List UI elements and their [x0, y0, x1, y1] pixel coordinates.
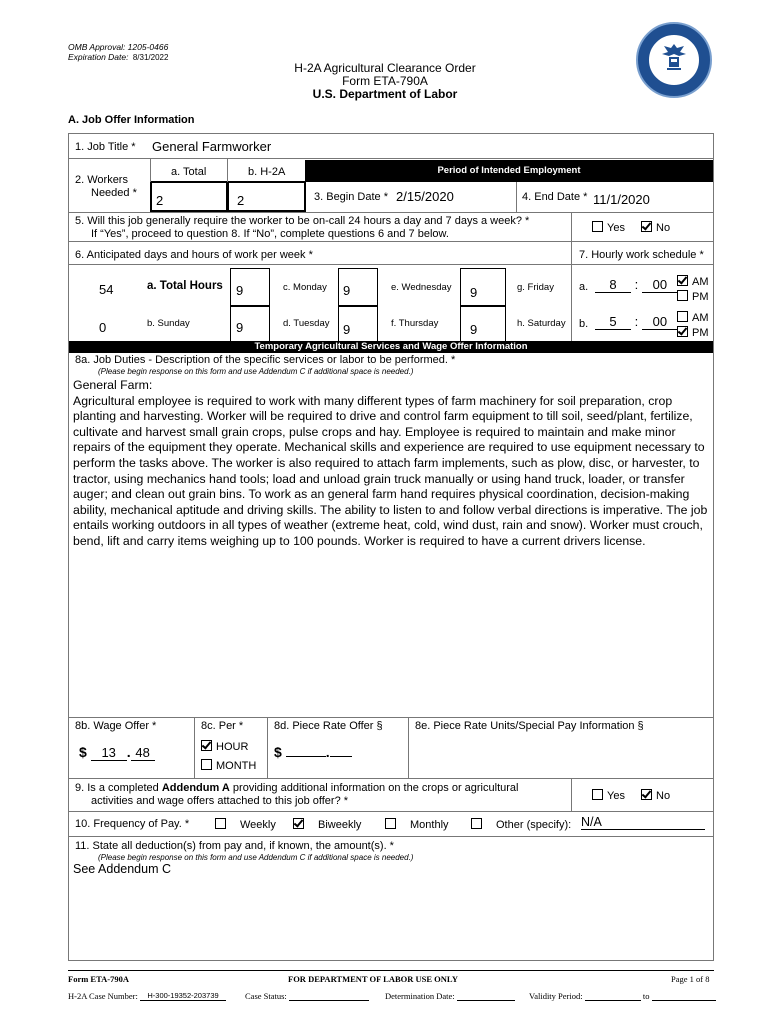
addendum-a-bold: Addendum A: [161, 782, 230, 794]
job-duties-text: Agricultural employee is required to work with many different types of farm machinery for soil preparation, crop planting and harvesting. Worker will be required to drive and control farm equipment to till soil, seed/plant, fertilize, cultivate and harvest small grain crops, pulse crops and hay. Employee is required to maintain and make minor repairs of the equipment they operate. Mechanical skills and experience are required to use equipment necessary to perform the tasks above. The worker is also required to attach farm implements, such as plow, disc, or harvester, to tractor, using mechanics hand tools; load and unload grain truck manually or using hand truck, loader, or transfer auger; and clean out grain bins. To work as an general farm hand requires physical coordination, decision-making ability, mechanical aptitude and driving skills. The ability to listen to and follow verbal directions is imperative. The job entails working outdoors in all types of weather (extreme heat, cold, wind dust, rain and snow). Worker must crouch, bend, lift and carry items weighing up to 100 pounds. Worker is required to have a current drivers license.: [73, 393, 708, 548]
schedule-b-pm-checkbox[interactable]: [677, 326, 688, 337]
services-wage-bar: Temporary Agricultural Services and Wage Offer Information: [69, 341, 713, 353]
schedule-b-time[interactable]: 5 : 00: [595, 314, 678, 330]
workers-h2a-value: 2: [237, 193, 245, 208]
schedule-a-pm-label: PM: [692, 291, 709, 303]
schedule-b-label: b.: [579, 318, 589, 330]
schedule-a-pm-option[interactable]: [677, 290, 709, 303]
job-duties-hint: (Please begin response on this form and use Addendum C if additional space is needed.): [98, 367, 414, 376]
schedule-b-pm-option[interactable]: [677, 326, 709, 339]
schedule-b-am-checkbox[interactable]: [677, 311, 688, 322]
schedule-a-am-checkbox[interactable]: [677, 275, 688, 286]
pay-monthly-option[interactable]: [385, 818, 449, 831]
title-line-3: U.S. Department of Labor: [312, 87, 458, 101]
per-hour-option[interactable]: [201, 740, 248, 753]
validity-period-label: Validity Period:: [529, 991, 583, 1001]
on-call-question-line-2: If “Yes”, proceed to question 8. If “No”, complete questions 6 and 7 below.: [91, 228, 449, 240]
on-call-yes-option[interactable]: [592, 221, 625, 234]
pay-other-value: N/A: [581, 815, 705, 830]
expiration-date: 8/31/2022: [132, 53, 169, 62]
pay-other-label: Other (specify):: [496, 819, 572, 831]
workers-needed-label-1: 2. Workers: [75, 174, 128, 186]
addendum-no-checkbox[interactable]: [641, 789, 652, 800]
addendum-question-post: providing additional information on the crops or agricultural: [229, 782, 519, 794]
days-hours-label: 6. Anticipated days and hours of work per week *: [75, 249, 313, 261]
frequency-of-pay-label: 10. Frequency of Pay. *: [75, 818, 190, 830]
workers-total-label: a. Total: [171, 166, 207, 178]
schedule-b-am-option[interactable]: [677, 311, 709, 324]
workers-total-box[interactable]: [150, 181, 228, 212]
pay-weekly-label: Weekly: [240, 819, 276, 831]
friday-label: g. Friday: [517, 282, 554, 293]
footer-case-number: [68, 991, 226, 1001]
wage-cents: 48: [131, 745, 155, 761]
title-line-2: Form ETA-790A: [342, 74, 428, 88]
on-call-yes-checkbox[interactable]: [592, 221, 603, 232]
total-hours-value[interactable]: 54: [99, 282, 114, 297]
workers-total-value: 2: [156, 193, 164, 208]
footer-page-number: Page 1 of 8: [671, 974, 710, 984]
case-status-field[interactable]: [289, 1000, 369, 1001]
wednesday-label: e. Wednesday: [391, 282, 452, 293]
on-call-question-line-1: 5. Will this job generally require the worker to be on-call 24 hours a day and 7 days a week? *: [75, 215, 530, 227]
omb-approval: OMB Approval: 1205-0466: [68, 42, 169, 52]
addendum-question-line-1: [75, 782, 518, 794]
per-month-option[interactable]: [201, 759, 256, 772]
sunday-hours-box[interactable]: [230, 306, 270, 343]
per-month-checkbox[interactable]: [201, 759, 212, 770]
pay-biweekly-checkbox[interactable]: [293, 818, 304, 829]
validity-to-label: to: [642, 991, 650, 1001]
wage-dollars: 13: [91, 745, 127, 761]
pay-biweekly-option[interactable]: [293, 818, 361, 831]
end-date-label: 4. End Date *: [522, 191, 588, 203]
deductions-field[interactable]: See Addendum C: [73, 862, 171, 876]
footer-validity-period: [529, 991, 716, 1001]
begin-date-label: 3. Begin Date *: [314, 191, 388, 203]
pay-monthly-label: Monthly: [410, 819, 449, 831]
expiration-label: Expiration Date:: [68, 52, 129, 62]
pay-other-option[interactable]: [471, 818, 571, 831]
piece-rate-units-label: 8e. Piece Rate Units/Special Pay Information §: [415, 720, 644, 732]
pay-monthly-checkbox[interactable]: [385, 818, 396, 829]
on-call-no-checkbox[interactable]: [641, 221, 652, 232]
schedule-b-am-label: AM: [692, 312, 709, 324]
begin-date-field[interactable]: 2/15/2020: [396, 189, 454, 204]
addendum-yes-label: Yes: [607, 790, 625, 802]
per-month-label: MONTH: [216, 760, 257, 772]
job-title-field[interactable]: General Farmworker: [152, 139, 272, 154]
total-hours-label: a. Total Hours: [147, 280, 223, 292]
on-call-yes-label: Yes: [607, 222, 625, 234]
thursday-hours-value: 9: [470, 322, 478, 337]
addendum-question-pre: 9. Is a completed: [75, 782, 162, 794]
addendum-yes-option[interactable]: [592, 789, 625, 802]
case-number-label: H-2A Case Number:: [68, 991, 138, 1001]
monday-hours-value: 9: [236, 283, 244, 298]
wage-offer-label: 8b. Wage Offer *: [75, 720, 157, 732]
schedule-a-am-label: AM: [692, 276, 709, 288]
workers-h2a-label: b. H-2A: [248, 166, 286, 178]
schedule-b-pm-label: PM: [692, 327, 709, 339]
monday-hours-box[interactable]: [230, 268, 270, 306]
schedule-b-minute: 00: [642, 314, 678, 330]
schedule-a-minute: 00: [642, 277, 678, 293]
tuesday-label: d. Tuesday: [283, 318, 330, 329]
sunday-label: b. Sunday: [147, 318, 190, 329]
job-duties-heading: General Farm:: [73, 378, 153, 392]
addendum-no-label: No: [656, 790, 671, 802]
job-title-label: 1. Job Title *: [75, 141, 136, 153]
footer-form-id: Form ETA-790A: [68, 974, 129, 984]
end-date-field[interactable]: 11/1/2020: [593, 192, 650, 207]
footer-dol-only: FOR DEPARTMENT OF LABOR USE ONLY: [288, 974, 458, 984]
tuesday-hours-value: 9: [343, 322, 351, 337]
per-hour-label: HOUR: [216, 741, 249, 753]
sunday-hours-extra-value: 9: [236, 320, 244, 335]
department-of-labor-seal: [636, 22, 712, 98]
monday-extra-hours-box[interactable]: [338, 268, 378, 306]
schedule-a-time[interactable]: 8 : 00: [595, 277, 678, 293]
schedule-b-hour: 5: [595, 314, 631, 330]
schedule-a-label: a.: [579, 281, 589, 293]
determination-date-field[interactable]: [457, 1000, 515, 1001]
case-status-label: Case Status:: [245, 991, 287, 1001]
addendum-no-option[interactable]: [641, 789, 670, 802]
validity-end-field[interactable]: [652, 1000, 716, 1001]
monday-label: c. Monday: [283, 282, 327, 293]
pay-weekly-checkbox[interactable]: [215, 818, 226, 829]
pay-weekly-option[interactable]: [215, 818, 276, 831]
job-duties-field[interactable]: [73, 378, 713, 550]
thursday-hours-box[interactable]: [460, 306, 506, 343]
addendum-question-line-2: activities and wage offers attached to this job offer? *: [91, 795, 349, 807]
schedule-a-pm-checkbox[interactable]: [677, 290, 688, 301]
per-label: 8c. Per *: [201, 720, 244, 732]
workers-needed-label-2: Needed *: [91, 187, 137, 199]
on-call-no-label: No: [656, 222, 671, 234]
section-a-heading: A. Job Offer Information: [68, 114, 195, 126]
period-of-employment-bar: Period of Intended Employment: [305, 160, 713, 182]
schedule-a-hour: 8: [595, 277, 631, 293]
footer-case-status: [245, 991, 369, 1001]
deductions-hint: (Please begin response on this form and use Addendum C if additional space is needed.): [98, 853, 414, 862]
footer-determination-date: [385, 991, 515, 1001]
pay-other-checkbox[interactable]: [471, 818, 482, 829]
sunday-hours-value[interactable]: 0: [99, 320, 107, 335]
deductions-label: 11. State all deduction(s) from pay and, if known, the amount(s). *: [75, 840, 394, 852]
hourly-schedule-label: 7. Hourly work schedule *: [579, 249, 704, 261]
on-call-no-option[interactable]: [641, 221, 670, 234]
piece-rate-dollar-sign: $: [274, 744, 282, 760]
wage-dollar-sign: $: [79, 744, 87, 760]
per-hour-checkbox[interactable]: [201, 740, 212, 751]
tuesday-hours-box[interactable]: [338, 306, 378, 343]
job-offer-form: [68, 133, 714, 961]
eagle-icon: [660, 42, 688, 72]
validity-start-field[interactable]: [585, 1000, 641, 1001]
workers-h2a-box[interactable]: [227, 181, 306, 212]
wednesday-hours-value: 9: [470, 285, 478, 300]
thursday-label: f. Thursday: [391, 318, 439, 329]
wage-offer-field[interactable]: $ 13 . 48: [79, 744, 155, 761]
pay-biweekly-label: Biweekly: [318, 819, 362, 831]
saturday-label: h. Saturday: [517, 318, 566, 329]
pay-other-field[interactable]: [581, 815, 705, 830]
piece-rate-field[interactable]: $ .: [274, 744, 352, 760]
determination-date-label: Determination Date:: [385, 991, 455, 1001]
schedule-a-am-option[interactable]: [677, 275, 709, 288]
job-duties-label: 8a. Job Duties - Description of the specific services or labor to be performed. *: [75, 354, 456, 366]
addendum-yes-checkbox[interactable]: [592, 789, 603, 800]
monday-extra-hours-value: 9: [343, 283, 351, 298]
wednesday-hours-box[interactable]: [460, 268, 506, 306]
title-line-1: H-2A Agricultural Clearance Order: [294, 61, 476, 75]
piece-rate-label: 8d. Piece Rate Offer §: [274, 720, 383, 732]
case-number-value[interactable]: H-300-19352-203739: [140, 991, 226, 1001]
